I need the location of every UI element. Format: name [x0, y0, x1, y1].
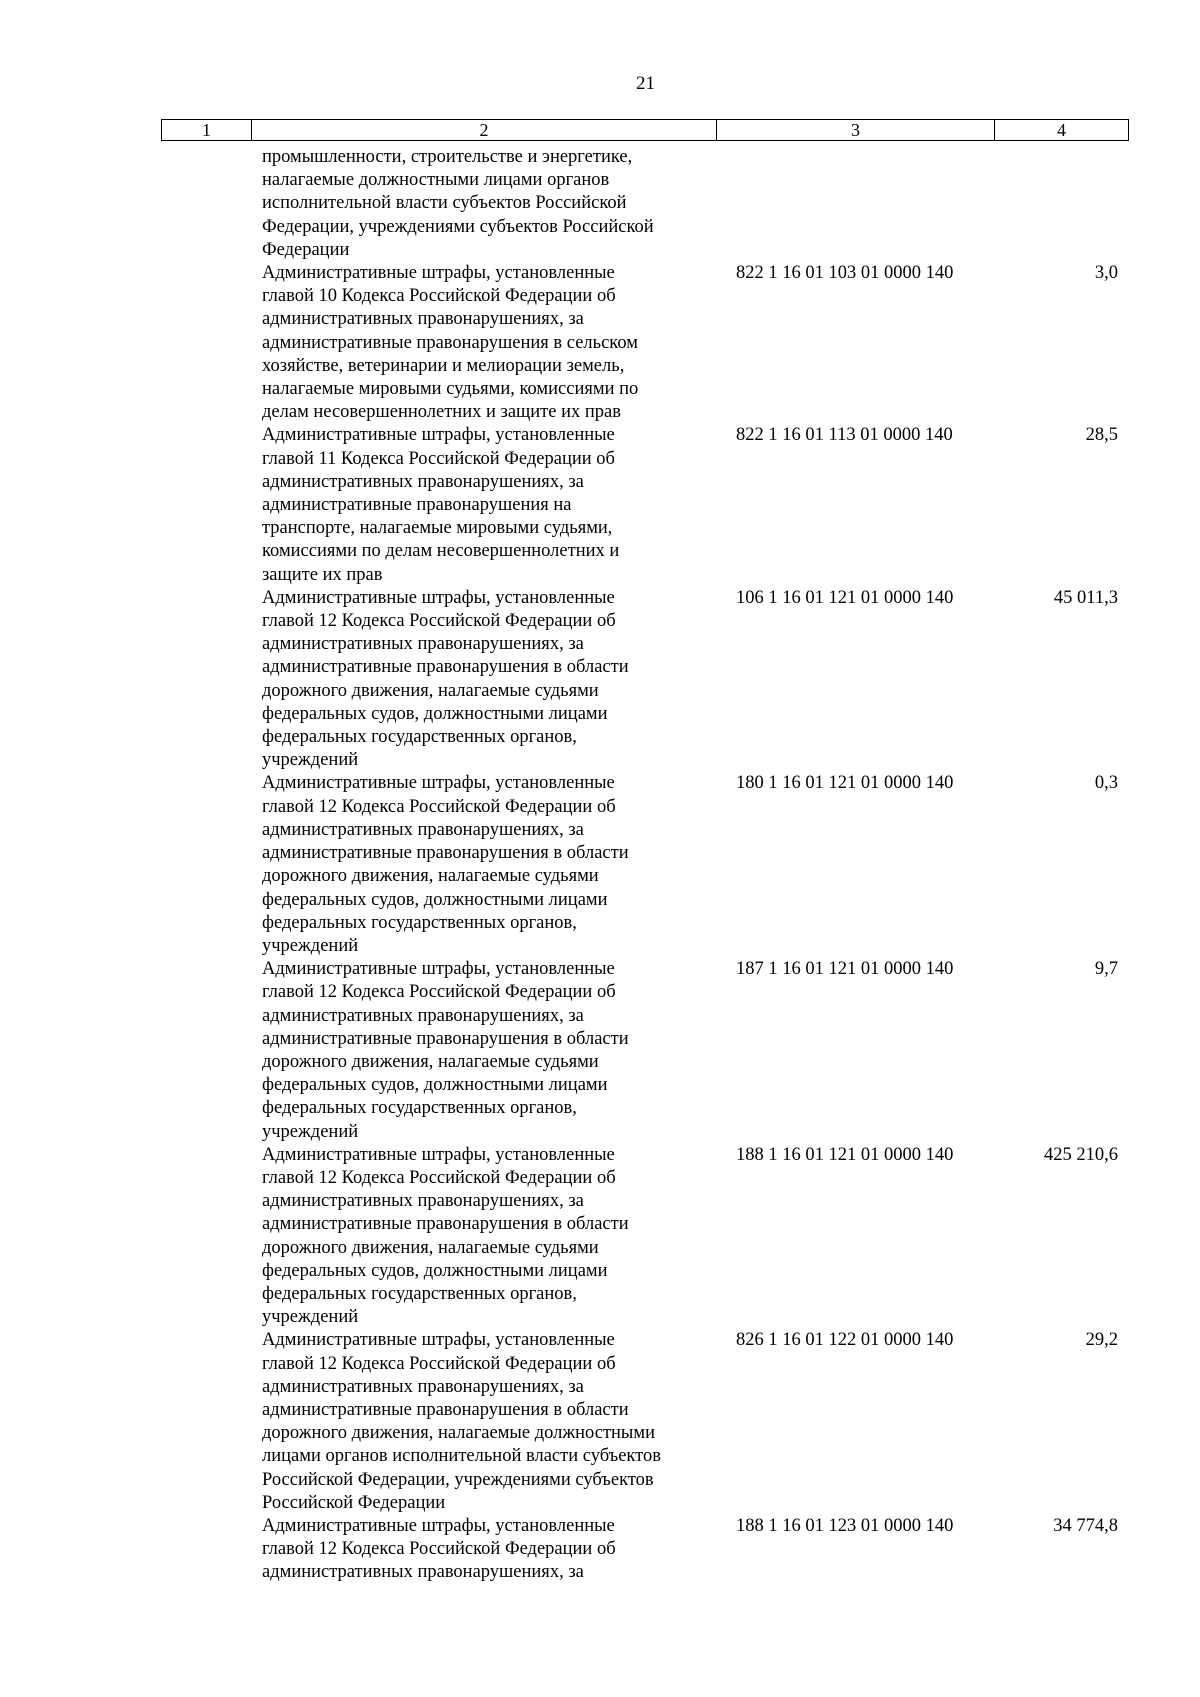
- revenue-name-cell: Административные штрафы, установленные главой 11 Кодекса Российской Федерации об административных правонарушениях, за административные правонарушения на транспорте, налагаемые мировыми судьями, комиссиями по делам несовершеннолетних и защите их прав: [262, 425, 620, 585]
- amount-cell: 34 774,8: [1053, 1515, 1118, 1536]
- budget-code-cell: 187 1 16 01 121 01 0000 140: [736, 959, 954, 980]
- amount-cell: 29,2: [1085, 1330, 1118, 1351]
- revenue-name-cell: промышленности, строительстве и энергетике, налагаемые должностными лицами органов исполнительной власти субъектов Российской Федерации, учреждениями субъектов Российской Федерации: [262, 147, 654, 260]
- table-header-row: [161, 119, 1129, 141]
- column-header-1: 1: [162, 120, 252, 140]
- amount-cell: 425 210,6: [1044, 1144, 1118, 1165]
- revenue-table-body: [0, 146, 1200, 1585]
- budget-code-cell: 106 1 16 01 121 01 0000 140: [736, 587, 954, 608]
- revenue-name-cell: Административные штрафы, установленные главой 12 Кодекса Российской Федерации об административных правонарушениях, за административные правонарушения в области дорожного движения, налагаемые должностными лицами органов исполнительной власти субъектов Российской Федерации, учреждениями субъектов Российской Федерации: [262, 1330, 662, 1513]
- budget-code-cell: 188 1 16 01 123 01 0000 140: [736, 1515, 954, 1536]
- revenue-name-cell: Административные штрафы, установленные главой 12 Кодекса Российской Федерации об административных правонарушениях, за административные правонарушения в области дорожного движения, налагаемые судьями федеральных судов, должностными лицами федеральных государственных органов, учреждений: [262, 1144, 629, 1328]
- budget-code-cell: 180 1 16 01 121 01 0000 140: [736, 773, 954, 794]
- revenue-name-cell: Административные штрафы, установленные главой 12 Кодекса Российской Федерации об административных правонарушениях, за административные правонарушения в области дорожного движения, налагаемые судьями федеральных судов, должностными лицами федеральных государственных органов, учреждений: [262, 773, 629, 956]
- amount-cell: 0,3: [1094, 773, 1118, 794]
- revenue-name-cell: Административные штрафы, установленные главой 12 Кодекса Российской Федерации об административных правонарушениях, за: [262, 1515, 616, 1583]
- table-row: [0, 1144, 1200, 1330]
- budget-code-cell: 188 1 16 01 121 01 0000 140: [736, 1144, 954, 1165]
- budget-code-cell: 822 1 16 01 113 01 0000 140: [736, 425, 953, 446]
- column-header-2: 2: [252, 120, 717, 140]
- table-row: [0, 262, 1200, 424]
- budget-code-cell: 822 1 16 01 103 01 0000 140: [736, 263, 954, 284]
- amount-cell: 3,0: [1094, 263, 1118, 284]
- table-row: [0, 424, 1200, 586]
- amount-cell: 28,5: [1085, 425, 1118, 446]
- table-row: [0, 1329, 1200, 1515]
- table-row: [0, 146, 1200, 262]
- table-row: [0, 587, 1200, 773]
- table-row: [0, 772, 1200, 958]
- amount-cell: 9,7: [1094, 959, 1118, 980]
- column-header-4: 4: [1057, 120, 1066, 140]
- page-number: 21: [636, 73, 655, 94]
- column-header-3: 3: [717, 120, 995, 140]
- table-row: [0, 958, 1200, 1144]
- revenue-name-cell: Административные штрафы, установленные главой 12 Кодекса Российской Федерации об административных правонарушениях, за административные правонарушения в области дорожного движения, налагаемые судьями федеральных судов, должностными лицами федеральных государственных органов, учреждений: [262, 587, 629, 771]
- table-row: [0, 1515, 1200, 1585]
- revenue-name-cell: Административные штрафы, установленные главой 10 Кодекса Российской Федерации об административных правонарушениях, за административные правонарушения в сельском хозяйстве, ветеринарии и мелиорации земель, налагаемые мировыми судьями, комиссиями по делам несовершеннолетних и защите их прав: [262, 263, 639, 423]
- budget-code-cell: 826 1 16 01 122 01 0000 140: [736, 1330, 954, 1351]
- revenue-name-cell: Административные штрафы, установленные главой 12 Кодекса Российской Федерации об административных правонарушениях, за административные правонарушения в области дорожного движения, налагаемые судьями федеральных судов, должностными лицами федеральных государственных органов, учреждений: [262, 959, 629, 1142]
- amount-cell: 45 011,3: [1053, 587, 1118, 608]
